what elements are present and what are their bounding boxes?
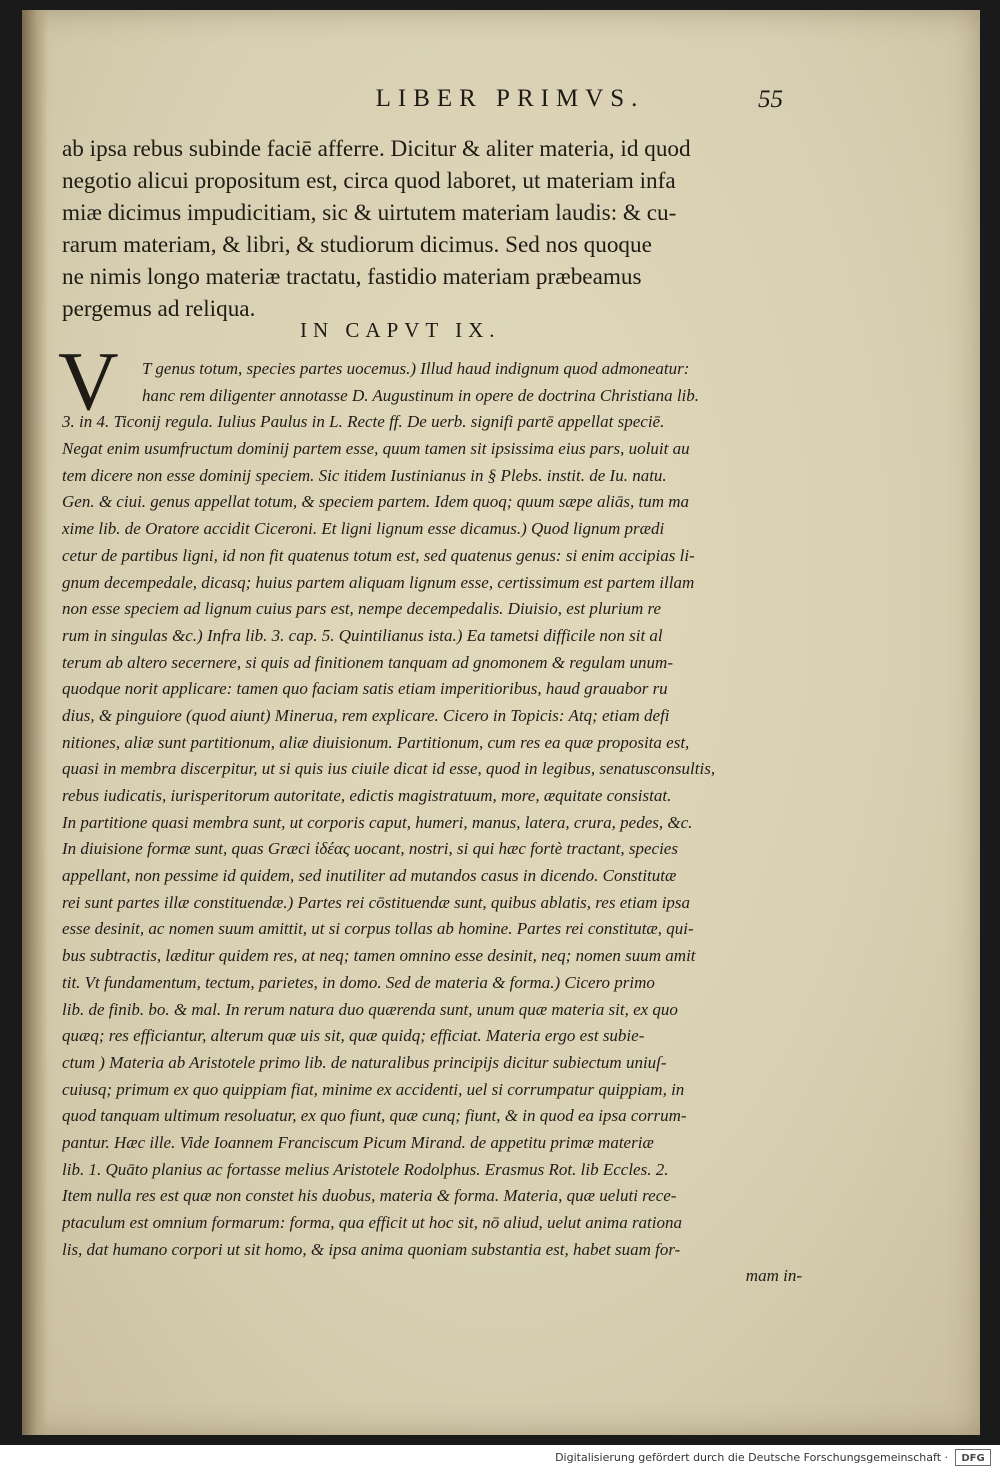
text-line: lib. de finib. bo. & mal. In rerum natura duo quærenda sunt, unum quæ materia sit, ex quo (62, 999, 678, 1019)
text-line: miæ dicimus impudicitiam, sic & uirtutem materiam laudis: & cu- (62, 200, 677, 226)
text-line: Item nulla res est quæ non constet his duobus, materia & forma. Materia, quæ ueluti rece- (62, 1186, 677, 1206)
drop-capital: V (58, 335, 119, 428)
text-line: tem dicere non esse dominij speciem. Sic itidem Iustinianus in § Plebs. instit. de Iu. natu. (62, 465, 667, 485)
text-line: 3. in 4. Ticonij regula. Iulius Paulus in L. Recte ff. De uerb. signifi partē appellat speciē. (62, 412, 665, 432)
text-line: esse desinit, ac nomen suum amittit, ut si corpus tollas ab homine. Partes rei constitutæ, qui- (62, 919, 694, 939)
text-line: tit. Vt fundamentum, tectum, parietes, in domo. Sed de materia & forma.) Cicero primo (62, 972, 655, 992)
text-line: quod tanquam ultimum resoluatur, ex quo fiunt, quæ cunq; fiunt, & in quod ea ipsa corrum- (62, 1106, 687, 1126)
text-line: terum ab altero secernere, si quis ad finitionem tanquam ad gnomonem & regulam unum- (62, 652, 673, 672)
text-line: ptaculum est omnium formarum: forma, qua efficit ut hoc sit, nō aliud, uelut anima rationa (62, 1213, 683, 1232)
text-line: gnum decempedale, dicasq; huius partem aliquam lignum esse, certissimum est partem illam (62, 572, 695, 592)
page-gutter (22, 10, 48, 1435)
text-line: rebus iudicatis, iurisperitorum autoritate, edictis magistratuum, more, æquitate consistat. (62, 786, 672, 805)
dfg-logo-icon[interactable]: DFG (955, 1449, 991, 1466)
running-header: LIBER PRIMVS. (375, 85, 645, 112)
text-line: ctum ) Materia ab Aristotele primo lib. de naturalibus principijs dicitur subiectum uniuſ- (62, 1052, 667, 1072)
text-line: dius, & pinguiore (quod aiunt) Minerua, rem explicare. Cicero in Topicis: Atq; etiam defi (62, 705, 670, 725)
text-line: pergemus ad reliqua. (62, 296, 256, 322)
text-line: In diuisione formæ sunt, quas Græci ἰδέας uocant, nostri, si qui hæc fortè tractant, species (62, 839, 678, 859)
catchword: mam in- (745, 1266, 802, 1286)
text-line: quasi in membra discerpitur, ut si quis ius ciuile dicat id esse, quod in legibus, senatusconsultis, (62, 759, 716, 779)
funding-notice: Digitalisierung gefördert durch die Deutsche Forschungsgemeinschaft · (555, 1451, 948, 1464)
text-line: quæq; res efficiantur, alterum quæ uis sit, quæ quidq; efficiat. Materia ergo est subie- (62, 1026, 645, 1046)
text-line: Negat enim usumfructum dominij partem esse, quum tamen sit ipsissima eius pars, uoluit au (62, 439, 690, 459)
text-line: T genus totum, species partes uocemus.) Illud haud indignum quod admoneatur: (142, 359, 690, 378)
text-line: ab ipsa rebus subinde faciē afferre. Dicitur & aliter materia, id quod (62, 136, 691, 162)
text-line: lib. 1. Quāto planius ac fortasse melius Aristotele Rodolphus. Erasmus Rot. lib Eccles. 2. (62, 1159, 669, 1179)
text-line: quodque norit applicare: tamen quo faciam satis etiam imperitioribus, haud grauabor ru (62, 679, 668, 699)
text-line: hanc rem diligenter annotasse D. Augustinum in opere de doctrina Christiana lib. (142, 385, 700, 405)
text-line: rum in singulas &c.) Infra lib. 3. cap. 5. Quintilianus ista.) Ea tametsi difficile non sit al (62, 625, 663, 645)
text-line: ne nimis longo materiæ tractatu, fastidio materiam præbeamus (62, 264, 642, 290)
commentary-text-block (62, 356, 802, 1290)
text-line: xime lib. de Oratore accidit Ciceroni. Et ligni lignum esse dicamus.) Quod lignum prædi (62, 519, 665, 539)
text-line: bus subtractis, læditur quidem res, at neq; tamen omnino esse desinit, neq; nomen suum amit (62, 946, 696, 966)
page-number: 55 (758, 86, 783, 113)
text-line: pantur. Hæc ille. Vide Ioannem Franciscum Picum Mirand. de appetitu primæ materiæ (62, 1132, 654, 1152)
text-line: negotio alicui propositum est, circa quod laboret, ut materiam infa (62, 168, 676, 194)
chapter-heading: IN CAPVT IX. (300, 318, 501, 342)
text-line: rei sunt partes illæ constituendæ.) Partes rei cōstituendæ sunt, quibus ablatis, res etiam ipsa (62, 892, 691, 912)
text-line: nitiones, aliæ sunt partitionum, aliæ diuisionum. Partitionum, cum res ea quæ proposita est, (62, 732, 690, 752)
text-line: non esse speciem ad lignum cuius pars est, nempe decempedalis. Diuisio, est plurium re (62, 599, 662, 619)
text-line: cuiusq; primum ex quo quippiam fiat, minime ex accidenti, uel si corrumpatur quippiam, in (62, 1079, 685, 1099)
text-line: lis, dat humano corpori ut sit homo, & ipsa anima quoniam substantia est, habet suam for- (62, 1239, 681, 1259)
text-line: rarum materiam, & libri, & studiorum dicimus. Sed nos quoque (62, 232, 652, 258)
text-line: cetur de partibus ligni, id non fit quatenus totum est, sed quatenus genus: si enim accipias li- (62, 545, 695, 565)
text-line: appellant, non pessime id quidem, sed inutiliter ad mutandos casus in dicendo. Constitutæ (62, 866, 677, 886)
main-text-block (62, 133, 832, 325)
text-line: Gen. & ciui. genus appellat totum, & speciem partem. Idem quoq; quum sæpe aliās, tum ma (62, 492, 690, 512)
text-line: In partitione quasi membra sunt, ut corporis caput, humeri, manus, latera, crura, pedes, &c. (62, 812, 693, 832)
